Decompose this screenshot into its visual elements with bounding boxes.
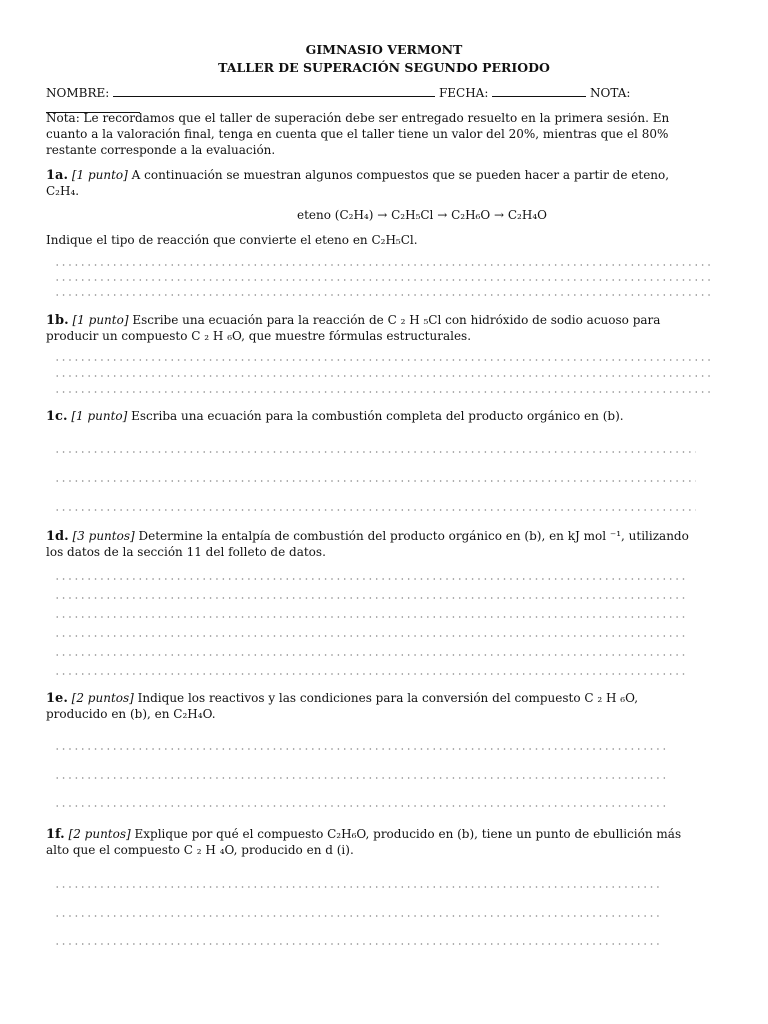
answer-line[interactable] <box>54 373 714 379</box>
question-1b-line-2: producir un compuesto C ₂ H ₆O, que muestre fórmulas estructurales. <box>46 329 472 343</box>
question-points: [1 punto] <box>71 409 128 423</box>
answer-line[interactable] <box>54 357 714 363</box>
question-text: Determine la entalpía de combustión del producto orgánico en (b), en kJ mol ⁻¹, utilizando <box>134 529 689 543</box>
question-number: 1f. <box>46 827 65 842</box>
question-points: [1 punto] <box>72 313 129 327</box>
question-text: Indique los reactivos y las condiciones para la conversión del compuesto C ₂ H ₆O, <box>133 691 639 705</box>
answer-line[interactable] <box>54 913 660 919</box>
reaction-equation: eteno (C₂H₄) → C₂H₅Cl → C₂H₆O → C₂H₄O <box>297 208 547 222</box>
answer-line[interactable] <box>54 292 714 298</box>
question-1d-line-2: los datos de la sección 11 del folleto de datos. <box>46 545 326 559</box>
question-1e-line-2: producido en (b), en C₂H₄O. <box>46 707 216 721</box>
date-field[interactable] <box>492 85 586 97</box>
answer-line[interactable] <box>54 595 686 601</box>
answer-line[interactable] <box>54 803 668 809</box>
answer-line[interactable] <box>54 277 714 283</box>
question-1a <box>46 167 722 184</box>
question-text: Explique por qué el compuesto C₂H₆O, producido en (b), tiene un punto de ebullición más <box>130 827 682 841</box>
question-number: 1b. <box>46 313 69 328</box>
question-1d <box>46 528 722 545</box>
question-1c <box>46 408 722 425</box>
answer-line[interactable] <box>54 775 668 781</box>
worksheet-title: TALLER DE SUPERACIÓN SEGUNDO PERIODO <box>218 60 550 75</box>
answer-line[interactable] <box>54 389 714 395</box>
answer-line[interactable] <box>54 507 696 513</box>
answer-line[interactable] <box>54 614 686 620</box>
school-name: GIMNASIO VERMONT <box>305 42 463 57</box>
question-points: [3 puntos] <box>72 529 135 543</box>
question-number: 1a. <box>46 168 68 183</box>
question-1e <box>46 690 722 707</box>
question-1a-prompt: Indique el tipo de reacción que convierte el eteno en C₂H₅Cl. <box>46 233 418 247</box>
answer-line[interactable] <box>54 633 686 639</box>
answer-line[interactable] <box>54 884 660 890</box>
question-text: Escriba una ecuación para la combustión completa del producto orgánico en (b). <box>127 409 624 423</box>
answer-line[interactable] <box>54 746 668 752</box>
question-1f <box>46 826 722 843</box>
answer-line[interactable] <box>54 652 686 658</box>
question-number: 1d. <box>46 529 69 544</box>
grade-label: NOTA: <box>590 86 631 100</box>
note-line-2: cuanto a la valoración final, tenga en cuenta que el taller tiene un valor del 20%, mientras que el 80% <box>46 127 669 141</box>
name-label: NOMBRE: <box>46 86 110 100</box>
note-line-1: Nota: Le recordamos que el taller de superación debe ser entregado resuelto en la primera sesión. En <box>46 111 670 125</box>
note-line-3: restante corresponde a la evaluación. <box>46 143 276 157</box>
answer-line[interactable] <box>54 671 686 677</box>
question-points: [2 puntos] <box>68 827 131 841</box>
answer-line[interactable] <box>54 576 686 582</box>
question-1a-line-2: C₂H₄. <box>46 184 80 198</box>
date-label: FECHA: <box>438 86 489 100</box>
question-points: [1 punto] <box>71 168 128 182</box>
question-points: [2 puntos] <box>71 691 134 705</box>
question-text: Escribe una ecuación para la reacción de C ₂ H ₅Cl con hidróxido de sodio acuoso para <box>128 313 661 327</box>
question-number: 1e. <box>46 691 68 706</box>
question-1f-line-2: alto que el compuesto C ₂ H ₄O, producido en d (i). <box>46 843 354 857</box>
answer-line[interactable] <box>54 941 660 947</box>
answer-line[interactable] <box>54 449 696 455</box>
answer-line[interactable] <box>54 478 696 484</box>
question-number: 1c. <box>46 409 68 424</box>
question-1b <box>46 312 722 329</box>
answer-line[interactable] <box>54 262 714 268</box>
question-text: A continuación se muestran algunos compuestos que se pueden hacer a partir de eteno, <box>127 168 670 182</box>
name-field[interactable] <box>113 85 435 97</box>
